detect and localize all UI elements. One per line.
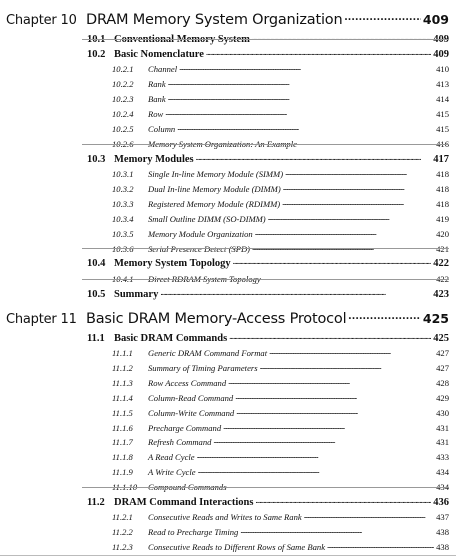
section-title: Memory System Topology	[114, 258, 231, 270]
subsection-number: 10.2.3	[112, 94, 134, 105]
subsection-page-number: 415	[436, 109, 449, 120]
toc-section-entry	[87, 281, 449, 300]
subsection-page-number: 419	[436, 213, 449, 224]
subsection-number: 11.1.4	[112, 392, 133, 403]
subsection-title: Read to Precharge Timing	[148, 526, 239, 537]
subsection-page-number: 421	[436, 243, 449, 254]
section-title: Basic DRAM Commands	[114, 333, 228, 344]
subsection-number: 10.3.6	[112, 243, 134, 254]
section-number: 10.4	[87, 258, 106, 270]
dot-leader	[327, 534, 434, 550]
section-number: 10.2	[87, 49, 106, 61]
subsection-title: A Read Cycle	[148, 452, 195, 463]
section-divider	[82, 39, 449, 40]
subsection-number: 10.3.3	[112, 198, 134, 209]
subsection-title: Rank	[148, 79, 166, 90]
subsection-page-number: 413	[436, 79, 449, 90]
subsection-number: 11.1.6	[112, 422, 133, 433]
subsection-title: Row Access Command	[148, 377, 227, 388]
subsection-number: 10.3.2	[112, 183, 134, 194]
subsection-page-number: 438	[436, 526, 449, 537]
subsection-page-number: 418	[436, 169, 449, 179]
dot-leader	[304, 504, 434, 520]
subsection-page-number: 438	[436, 541, 449, 552]
subsection-title: Column-Write Command	[148, 407, 235, 418]
subsection-page-number: 416	[436, 138, 449, 149]
chapter-page-number: 409	[422, 12, 449, 27]
subsection-title: Row	[148, 109, 164, 120]
dot-leader	[240, 519, 434, 535]
subsection-title: Serial Presence Detect (SPD)	[148, 243, 251, 254]
subsection-title: Column	[148, 124, 176, 134]
subsection-page-number: 433	[436, 452, 449, 463]
subsection-number: 11.1.5	[112, 407, 133, 418]
section-divider	[82, 248, 449, 249]
subsection-number: 11.1.2	[112, 362, 133, 373]
subsection-number: 11.2.1	[112, 512, 133, 522]
dot-leader	[269, 340, 434, 356]
subsection-title: Small Outline DIMM (SO-DIMM)	[148, 213, 266, 224]
subsection-number: 10.3.5	[112, 228, 134, 239]
chapter-label: Chapter 10	[6, 13, 77, 28]
subsection-title: Precharge Command	[148, 422, 222, 433]
dot-leader	[168, 71, 434, 87]
subsection-number: 11.1.7	[112, 437, 133, 448]
subsection-title: Memory Module Organization	[148, 228, 253, 239]
subsection-page-number: 410	[436, 64, 449, 75]
chapter-title: DRAM Memory System Organization	[86, 12, 343, 28]
section-number: 10.3	[87, 153, 106, 165]
dot-leader	[228, 370, 434, 386]
subsection-number: 10.2.4	[112, 109, 134, 120]
section-title: DRAM Command Interactions	[114, 497, 254, 508]
dot-leader	[168, 86, 434, 102]
dot-leader	[229, 325, 431, 341]
section-page-number: 436	[433, 497, 449, 508]
section-page-number: 409	[433, 49, 449, 61]
subsection-page-number: 429	[436, 392, 449, 403]
chapter-label: Chapter 11	[6, 312, 77, 327]
dot-leader	[255, 221, 434, 237]
subsection-title: Consecutive Reads and Writes to Same Rank	[148, 512, 302, 522]
subsection-title: Compound Commands	[148, 482, 227, 493]
dot-leader	[344, 8, 420, 24]
section-page-number: 422	[433, 258, 449, 270]
section-title: Conventional Memory System	[114, 34, 250, 45]
dot-leader	[282, 191, 434, 207]
subsection-page-number: 418	[436, 183, 449, 194]
dot-leader	[197, 444, 434, 460]
section-number: 10.5	[87, 288, 106, 300]
subsection-title: A Write Cycle	[148, 467, 196, 478]
subsection-title: Column-Read Command	[148, 392, 234, 403]
subsection-page-number: 428	[436, 377, 449, 388]
dot-leader	[260, 355, 435, 371]
subsection-page-number: 418	[436, 198, 449, 209]
dot-leader	[236, 400, 434, 416]
subsection-page-number: 431	[436, 437, 449, 448]
subsection-number: 11.2.3	[112, 541, 133, 552]
dot-leader	[165, 101, 434, 117]
subsection-title: Registered Memory Module (RDIMM)	[148, 198, 281, 209]
subsection-page-number: 422	[436, 273, 449, 284]
dot-leader	[179, 56, 434, 72]
section-divider	[82, 487, 449, 488]
subsection-number: 10.3.4	[112, 213, 134, 224]
section-page-number: 409	[433, 34, 449, 45]
subsection-page-number: 414	[436, 94, 449, 105]
subsection-title: Bank	[148, 94, 166, 105]
section-number: 10.1	[87, 34, 106, 45]
subsection-number: 10.4.1	[112, 273, 134, 284]
subsection-title: Channel	[148, 64, 178, 75]
dot-leader	[233, 250, 432, 266]
subsection-number: 11.2.2	[112, 526, 133, 537]
subsection-number: 10.3.1	[112, 169, 134, 179]
subsection-number: 11.1.3	[112, 377, 133, 388]
dot-leader	[235, 385, 434, 401]
subsection-page-number: 415	[436, 124, 449, 134]
subsection-title: Single In-line Memory Module (SIMM)	[148, 169, 284, 179]
chapter-heading	[6, 307, 449, 327]
dot-leader	[285, 161, 434, 177]
subsection-number: 11.1.10	[112, 482, 138, 493]
section-page-number: 423	[433, 288, 449, 300]
subsection-number: 11.1.1	[112, 348, 133, 358]
subsection-title: Dual In-line Memory Module (DIMM)	[148, 183, 281, 194]
subsection-page-number: 434	[436, 482, 449, 493]
toc-subsection-entry	[112, 534, 449, 552]
subsection-number: 10.2.2	[112, 79, 134, 90]
section-number: 11.2	[87, 497, 105, 508]
section-title: Summary	[114, 288, 159, 300]
subsection-page-number: 430	[436, 407, 449, 418]
section-number: 11.1	[87, 333, 105, 344]
subsection-title: Generic DRAM Command Format	[148, 348, 268, 358]
subsection-title: Consecutive Reads to Different Rows of Same Bank	[148, 541, 326, 552]
section-title: Basic Nomenclature	[114, 49, 204, 61]
dot-leader	[177, 116, 434, 132]
subsection-page-number: 427	[436, 348, 449, 358]
dot-leader	[255, 489, 431, 505]
subsection-title: Memory System Organization: An Example	[148, 138, 297, 149]
subsection-page-number: 427	[436, 362, 449, 373]
chapter-heading	[6, 8, 449, 28]
subsection-title: Direct RDRAM System Topology	[148, 273, 261, 284]
subsection-number: 10.2.1	[112, 64, 134, 75]
subsection-title: Summary of Timing Parameters	[148, 362, 258, 373]
subsection-number: 11.1.8	[112, 452, 133, 463]
section-title: Memory Modules	[114, 153, 194, 165]
subsection-page-number: 420	[436, 228, 449, 239]
dot-leader	[206, 41, 431, 57]
dot-leader	[196, 146, 432, 162]
subsection-page-number: 434	[436, 467, 449, 478]
subsection-page-number: 437	[436, 512, 449, 522]
dot-leader	[268, 206, 434, 222]
dot-leader	[223, 415, 434, 431]
chapter-title: Basic DRAM Memory-Access Protocol	[86, 311, 347, 327]
subsection-page-number: 431	[436, 422, 449, 433]
dot-leader	[198, 459, 435, 475]
subsection-number: 11.1.9	[112, 467, 133, 478]
chapter-page-number: 425	[422, 311, 449, 326]
section-divider	[82, 279, 449, 280]
section-page-number: 417	[433, 153, 449, 165]
section-page-number: 425	[433, 333, 449, 344]
section-divider	[82, 144, 449, 145]
subsection-number: 10.2.6	[112, 138, 134, 149]
subsection-title: Refresh Command	[148, 437, 212, 448]
dot-leader	[348, 307, 421, 323]
dot-leader	[283, 176, 434, 192]
subsection-number: 10.2.5	[112, 124, 134, 134]
dot-leader	[160, 281, 431, 297]
dot-leader	[213, 429, 434, 445]
